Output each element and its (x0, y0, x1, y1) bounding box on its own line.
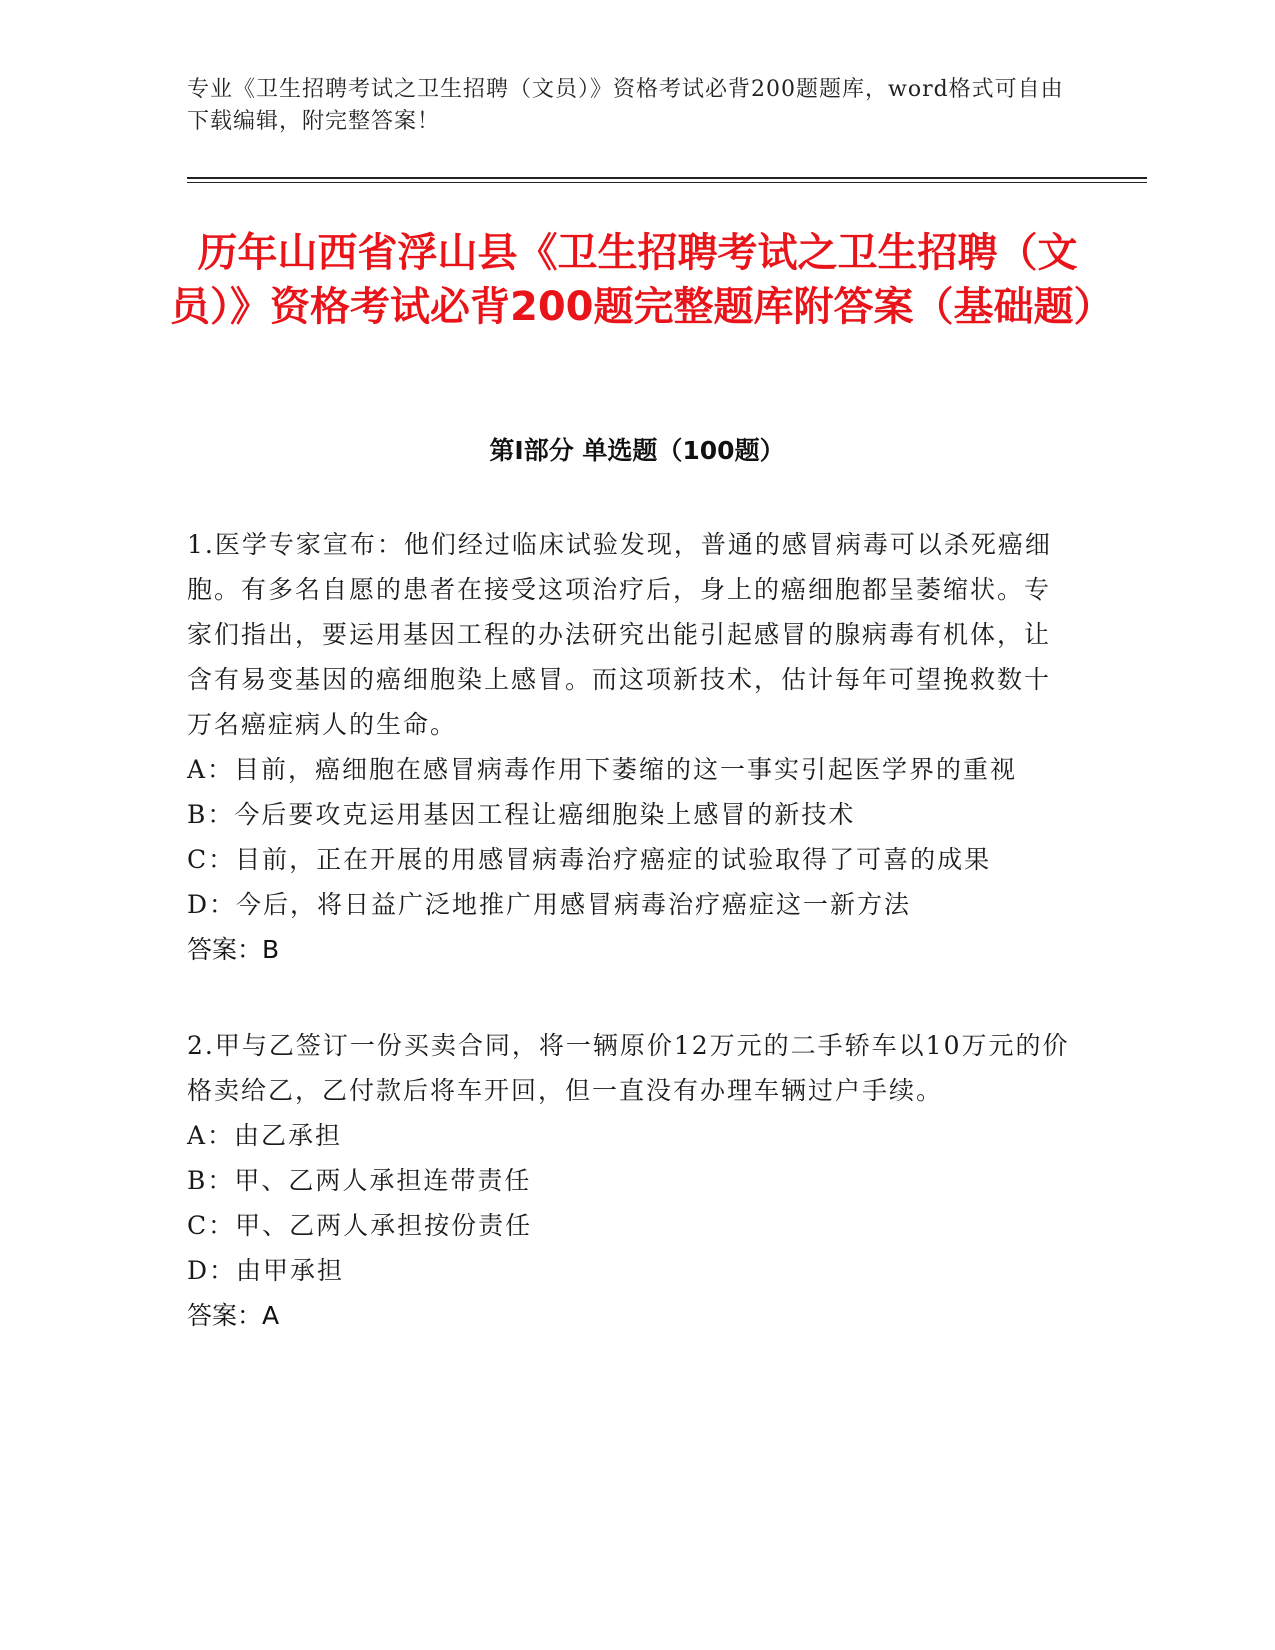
header-divider-thick (187, 177, 1147, 179)
question-1 (187, 522, 1072, 972)
question-2 (187, 1023, 1072, 1338)
option-a: A：目前，癌细胞在感冒病毒作用下萎缩的这一事实引起医学界的重视 (187, 755, 1018, 784)
option-b: B：今后要攻克运用基因工程让癌细胞染上感冒的新技术 (187, 800, 856, 829)
section-title: 第Ⅰ部分 单选题（100题） (489, 436, 785, 465)
header-note: 专业《卫生招聘考试之卫生招聘（文员）》资格考试必背200题题库，word格式可自由下载编辑，附完整答案！ (187, 77, 1064, 134)
header-divider-thin (187, 182, 1147, 183)
option-b: B：甲、乙两人承担连带责任 (187, 1166, 532, 1195)
question-stem: 2.甲与乙签订一份买卖合同，将一辆原价12万元的二手轿车以10万元的价格卖给乙，乙付款后将车开回，但一直没有办理车辆过户手续。 (187, 1031, 1070, 1105)
question-stem: 1.医学专家宣布：他们经过临床试验发现，普通的感冒病毒可以杀死癌细胞。有多名自愿的患者在接受这项治疗后，身上的癌细胞都呈萎缩状。专家们指出，要运用基因工程的办法研究出能引起感冒的腺病毒有机体，让含有易变基因的癌细胞染上感冒。而这项新技术，估计每年可望挽救数十万名癌症病人的生命。 (187, 530, 1052, 739)
option-a: A：由乙承担 (187, 1121, 343, 1150)
option-c: C：目前，正在开展的用感冒病毒治疗癌症的试验取得了可喜的成果 (187, 845, 992, 874)
document-title: 历年山西省浮山县《卫生招聘考试之卫生招聘（文员）》资格考试必背200题完整题库附答案（基础题） (170, 230, 1114, 330)
option-d: D：由甲承担 (187, 1256, 345, 1285)
option-d: D：今后，将日益广泛地推广用感冒病毒治疗癌症这一新方法 (187, 890, 912, 919)
option-c: C：甲、乙两人承担按份责任 (187, 1211, 533, 1240)
answer-label: 答案：A (187, 1301, 280, 1330)
answer-label: 答案：B (187, 935, 280, 964)
